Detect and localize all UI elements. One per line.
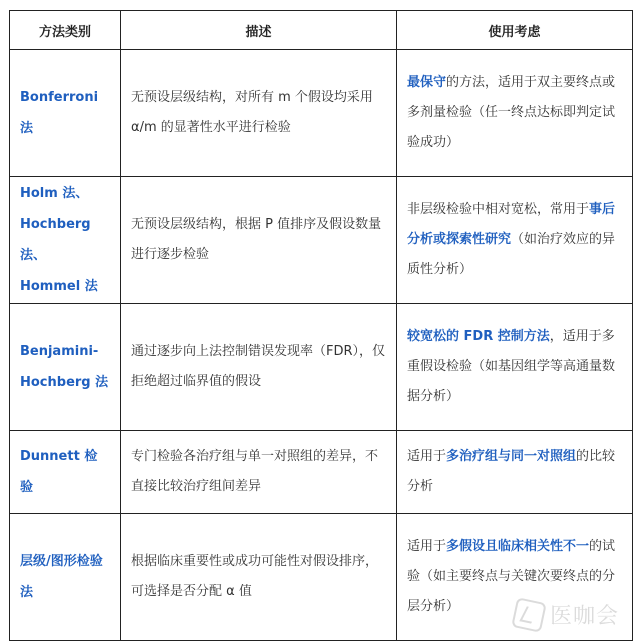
method-description: 无预设层级结构，根据 P 值排序及假设数量进行逐步检验 — [121, 177, 397, 304]
table-row — [10, 304, 633, 431]
methods-table — [9, 10, 633, 641]
consider-highlight: 最保守 — [407, 75, 447, 90]
table-row — [10, 431, 633, 514]
method-name: Bonferroni 法 — [10, 50, 121, 177]
header-usage-considerations: 使用考虑 — [397, 11, 633, 50]
usage-consideration — [397, 177, 633, 304]
method-line: Hochberg 法 — [20, 375, 109, 390]
method-line: Holm 法、 — [20, 186, 89, 201]
consider-text-pre: 适用于 — [407, 449, 447, 464]
header-row — [10, 11, 633, 50]
method-name: Dunnett 检验 — [10, 431, 121, 514]
method-line: Benjamini- — [20, 344, 99, 359]
consider-text-post: 的方法，适用于双主要终点或多剂量检验（任一终点达标即判定试验成功） — [407, 75, 616, 150]
watermark-text: 医咖会 — [549, 604, 619, 629]
logo-icon — [511, 597, 547, 633]
method-line: Hochberg 法、 — [20, 217, 91, 263]
consider-text-pre: 非层级检验中相对宽松，常用于 — [407, 202, 590, 217]
method-name — [10, 304, 121, 431]
consider-text-post: ，适用于多重假设检验（如基因组学等高通量数据分析） — [407, 329, 616, 404]
usage-consideration — [397, 431, 633, 514]
table-row — [10, 177, 633, 304]
consider-text-post: 的比较分析 — [407, 449, 616, 494]
method-description: 通过逐步向上法控制错误发现率（FDR），仅拒绝超过临界值的假设 — [121, 304, 397, 431]
method-line: Hommel 法 — [20, 279, 98, 294]
consider-highlight: 事后分析或探索性研究 — [407, 202, 616, 247]
method-description: 根据临床重要性或成功可能性对假设排序，可选择是否分配 α 值 — [121, 514, 397, 641]
method-description: 无预设层级结构，对所有 m 个假设均采用 α/m 的显著性水平进行检验 — [121, 50, 397, 177]
header-method-category: 方法类别 — [10, 11, 121, 50]
method-description: 专门检验各治疗组与单一对照组的差异，不直接比较治疗组间差异 — [121, 431, 397, 514]
consider-highlight: 多治疗组与同一对照组 — [446, 449, 577, 464]
usage-consideration — [397, 50, 633, 177]
method-name: 层级/图形检验法 — [10, 514, 121, 641]
consider-text-post: （如治疗效应的异质性分析） — [407, 232, 616, 277]
consider-highlight: 多假设且临床相关性不一 — [446, 539, 590, 554]
header-description: 描述 — [121, 11, 397, 50]
consider-highlight: 较宽松的 FDR 控制方法 — [407, 329, 550, 344]
watermark — [514, 599, 619, 630]
usage-consideration — [397, 304, 633, 431]
method-name — [10, 177, 121, 304]
consider-text-post: 的试验（如主要终点与关键次要终点的分层分析） — [407, 539, 616, 614]
consider-text-pre: 适用于 — [407, 539, 447, 554]
table-row — [10, 50, 633, 177]
